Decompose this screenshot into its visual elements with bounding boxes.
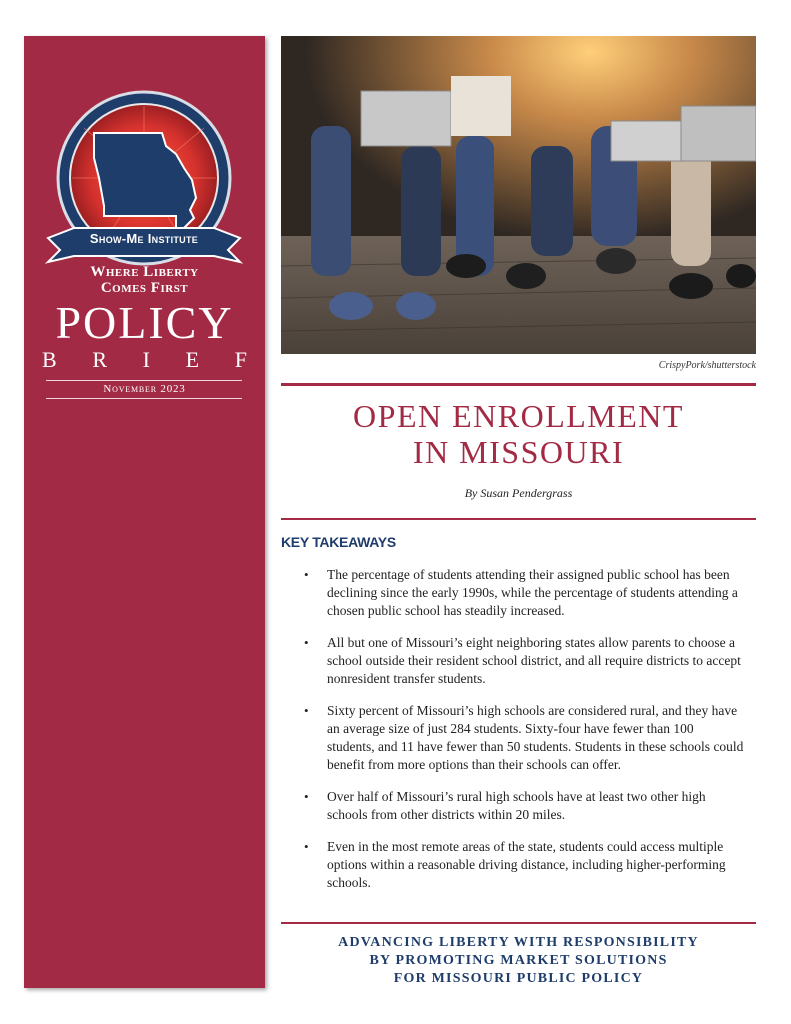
- footer-rule: [281, 922, 756, 924]
- takeaway-text: Over half of Missouri’s rural high schools have at least two other high schools from other districts within 20 miles.: [327, 789, 706, 822]
- bullet-icon: •: [304, 703, 309, 718]
- takeaway-text: Sixty percent of Missouri’s high schools are considered rural, and they have an average size of just 284 students. Sixty-four have fewer than 100 students, and 11 have fewer than 50 students. Students in these schools could benefit from more options than their schools can offer.: [327, 703, 744, 772]
- cover-photo: [281, 36, 756, 354]
- date-rule-top: [46, 380, 242, 381]
- key-takeaways-list: [304, 566, 744, 906]
- title-line1: OPEN ENROLLMENT: [353, 398, 684, 434]
- bullet-icon: •: [304, 789, 309, 804]
- document-title: [281, 398, 756, 470]
- bullet-icon: •: [304, 839, 309, 854]
- footer-line3: FOR MISSOURI PUBLIC POLICY: [393, 971, 644, 986]
- brief-letter: F: [234, 347, 247, 372]
- students-with-laptops-image: [281, 36, 756, 354]
- brief-letter: R: [92, 347, 108, 372]
- title-line2: IN MISSOURI: [412, 434, 625, 470]
- bullet-icon: •: [304, 567, 309, 582]
- list-item: [304, 838, 744, 892]
- brief-letter: B: [42, 347, 57, 372]
- list-item: [304, 788, 744, 824]
- policy-heading: POLICY: [55, 297, 234, 348]
- list-item: [304, 634, 744, 688]
- takeaway-text: Even in the most remote areas of the state, students could access multiple options within a reasonable driving distance, including higher-performing schools.: [327, 839, 726, 890]
- author-byline: By Susan Pendergrass: [464, 486, 573, 500]
- title-rule-bottom: [281, 518, 756, 520]
- key-takeaways-heading: KEY TAKEAWAYS: [281, 534, 396, 550]
- tagline-line1: Where Liberty: [90, 264, 199, 280]
- title-rule-top: [281, 383, 756, 386]
- brief-letter: I: [142, 347, 150, 372]
- list-item: [304, 566, 744, 620]
- sidebar-panel: [24, 36, 265, 988]
- footer-line2: BY PROMOTING MARKET SOLUTIONS: [369, 953, 668, 968]
- photo-credit: CrispyPork/shutterstock: [658, 360, 756, 371]
- logo-banner-text: Show-Me Institute: [89, 231, 199, 246]
- tagline-line2: Comes First: [100, 280, 189, 296]
- footer-line1: ADVANCING LIBERTY WITH RESPONSIBILITY: [338, 935, 699, 950]
- missouri-seal-icon: [44, 88, 244, 288]
- date-rule-bottom: [46, 398, 242, 399]
- takeaway-text: The percentage of students attending their assigned public school has been declining since the early 1990s, while the percentage of students attending a chosen public school has steadily increased.: [327, 567, 738, 618]
- brief-heading: [42, 348, 247, 372]
- brief-letter: E: [185, 347, 200, 372]
- list-item: [304, 702, 744, 774]
- takeaway-text: All but one of Missouri’s eight neighboring states allow parents to choose a school outside their resident school district, and all require districts to accept nonresident transfer students.: [327, 635, 741, 686]
- footer-mission-statement: [281, 934, 756, 988]
- bullet-icon: •: [304, 635, 309, 650]
- publication-date: November 2023: [103, 383, 186, 395]
